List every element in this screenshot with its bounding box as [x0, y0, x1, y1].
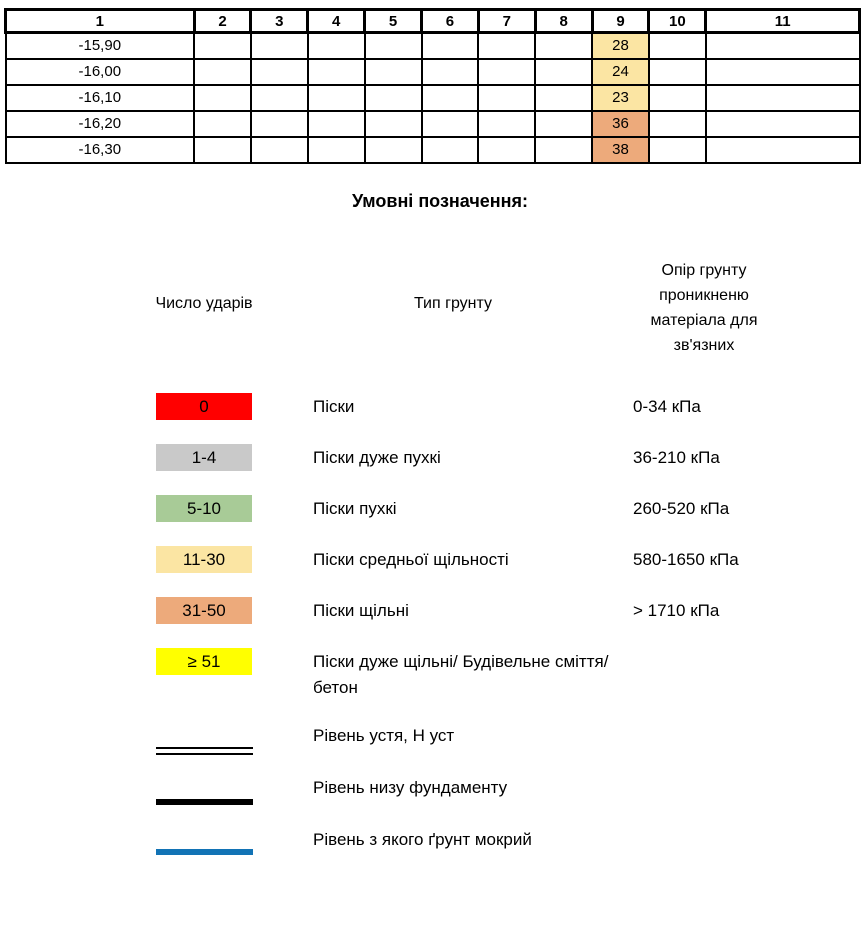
legend-header-resistance-line: проникненю	[659, 287, 749, 304]
resistance-value: > 1710 кПа	[633, 601, 720, 620]
empty-cell	[649, 33, 706, 59]
legend-row-sands-5-10	[156, 495, 729, 522]
empty-cell	[308, 33, 365, 59]
legend-row-sands-51	[156, 648, 613, 701]
legend-header-resistance-line: матеріала для	[650, 312, 758, 329]
resistance-value: 260-520 кПа	[633, 499, 730, 518]
empty-cell	[365, 59, 422, 85]
depth-cell: -16,30	[6, 137, 195, 163]
empty-cell	[535, 137, 592, 163]
column-header-3: 3	[251, 10, 308, 33]
legend-row-sands-1-4	[156, 444, 720, 471]
empty-cell	[308, 85, 365, 111]
legend-row-sands-0	[156, 393, 701, 420]
color-swatch: 5-10	[156, 495, 252, 522]
empty-cell	[251, 59, 308, 85]
legend-row-sands-31-50	[156, 597, 719, 624]
soil-type-label: Піски пухкі	[313, 499, 397, 518]
empty-cell	[478, 85, 535, 111]
depth-cell: -16,10	[6, 85, 195, 111]
column-header-10: 10	[649, 10, 706, 33]
empty-cell	[365, 85, 422, 111]
empty-cell	[422, 85, 479, 111]
empty-cell	[194, 111, 251, 137]
empty-cell	[194, 59, 251, 85]
empty-cell	[194, 137, 251, 163]
table-row	[6, 33, 860, 59]
resistance-value: 0-34 кПа	[633, 397, 701, 416]
empty-cell	[649, 59, 706, 85]
column-header-1: 1	[6, 10, 195, 33]
color-swatch: 31-50	[156, 597, 252, 624]
legend-header-blow-count: Число ударів	[155, 295, 253, 312]
empty-cell	[308, 137, 365, 163]
empty-cell	[706, 33, 860, 59]
soil-type-label: Піски средньої щільності	[313, 550, 509, 569]
empty-cell	[649, 137, 706, 163]
blow-count-cell: 36	[592, 111, 649, 137]
color-swatch: 0	[156, 393, 252, 420]
soil-type-label: Піски щільні	[313, 601, 409, 620]
depth-cell: -16,20	[6, 111, 195, 137]
empty-cell	[649, 85, 706, 111]
column-header-9: 9	[592, 10, 649, 33]
legend-header-resistance	[633, 258, 775, 358]
empty-cell	[706, 137, 860, 163]
empty-cell	[422, 111, 479, 137]
mouth-level-label: Рівень устя, Н уст	[313, 726, 455, 745]
table-header-row	[6, 10, 860, 33]
empty-cell	[365, 111, 422, 137]
empty-cell	[706, 111, 860, 137]
column-header-11: 11	[706, 10, 860, 33]
mouth-level-line-symbol	[156, 747, 253, 755]
empty-cell	[535, 111, 592, 137]
column-header-5: 5	[365, 10, 422, 33]
blow-count-table	[4, 8, 861, 164]
resistance-value: 36-210 кПа	[633, 448, 720, 467]
empty-cell	[478, 33, 535, 59]
column-header-6: 6	[422, 10, 479, 33]
blow-count-cell: 23	[592, 85, 649, 111]
table-row	[6, 137, 860, 163]
empty-cell	[478, 111, 535, 137]
empty-cell	[194, 85, 251, 111]
soil-type-label: Піски дуже пухкі	[313, 448, 441, 467]
empty-cell	[478, 59, 535, 85]
soil-type-label: Піски	[313, 397, 355, 416]
empty-cell	[706, 85, 860, 111]
wet-soil-level-line-symbol	[156, 849, 253, 855]
empty-cell	[308, 111, 365, 137]
column-header-4: 4	[308, 10, 365, 33]
wet-soil-level-label: Рівень з якого ґрунт мокрий	[313, 830, 532, 849]
empty-cell	[535, 85, 592, 111]
legend-header-resistance-line: Опір грунту	[661, 262, 747, 279]
legend-title: Умовні позначення:	[352, 191, 529, 211]
empty-cell	[251, 33, 308, 59]
empty-cell	[194, 33, 251, 59]
column-header-2: 2	[194, 10, 251, 33]
empty-cell	[535, 59, 592, 85]
empty-cell	[365, 33, 422, 59]
depth-cell: -16,00	[6, 59, 195, 85]
empty-cell	[365, 137, 422, 163]
empty-cell	[251, 137, 308, 163]
empty-cell	[706, 59, 860, 85]
empty-cell	[422, 33, 479, 59]
column-header-7: 7	[478, 10, 535, 33]
empty-cell	[251, 111, 308, 137]
table-row	[6, 111, 860, 137]
soil-type-label: Піски дуже щільні/ Будівельне сміття/ бетон	[313, 652, 609, 697]
color-swatch: 11-30	[156, 546, 252, 573]
foundation-bottom-label: Рівень низу фундаменту	[313, 778, 508, 797]
empty-cell	[251, 85, 308, 111]
depth-cell: -15,90	[6, 33, 195, 59]
table-row	[6, 85, 860, 111]
empty-cell	[422, 137, 479, 163]
legend-header-soil-type: Тип грунту	[413, 295, 492, 312]
empty-cell	[649, 111, 706, 137]
empty-cell	[422, 59, 479, 85]
blow-count-cell: 38	[592, 137, 649, 163]
blow-count-cell: 28	[592, 33, 649, 59]
blow-count-cell: 24	[592, 59, 649, 85]
foundation-bottom-line-symbol	[156, 799, 253, 805]
color-swatch: 1-4	[156, 444, 252, 471]
empty-cell	[308, 59, 365, 85]
legend-row-sands-11-30	[156, 546, 739, 573]
color-swatch: ≥ 51	[156, 648, 252, 675]
empty-cell	[535, 33, 592, 59]
resistance-value: 580-1650 кПа	[633, 550, 739, 569]
empty-cell	[478, 137, 535, 163]
legend-header-resistance-line: зв'язних	[673, 337, 735, 354]
table-row	[6, 59, 860, 85]
column-header-8: 8	[535, 10, 592, 33]
